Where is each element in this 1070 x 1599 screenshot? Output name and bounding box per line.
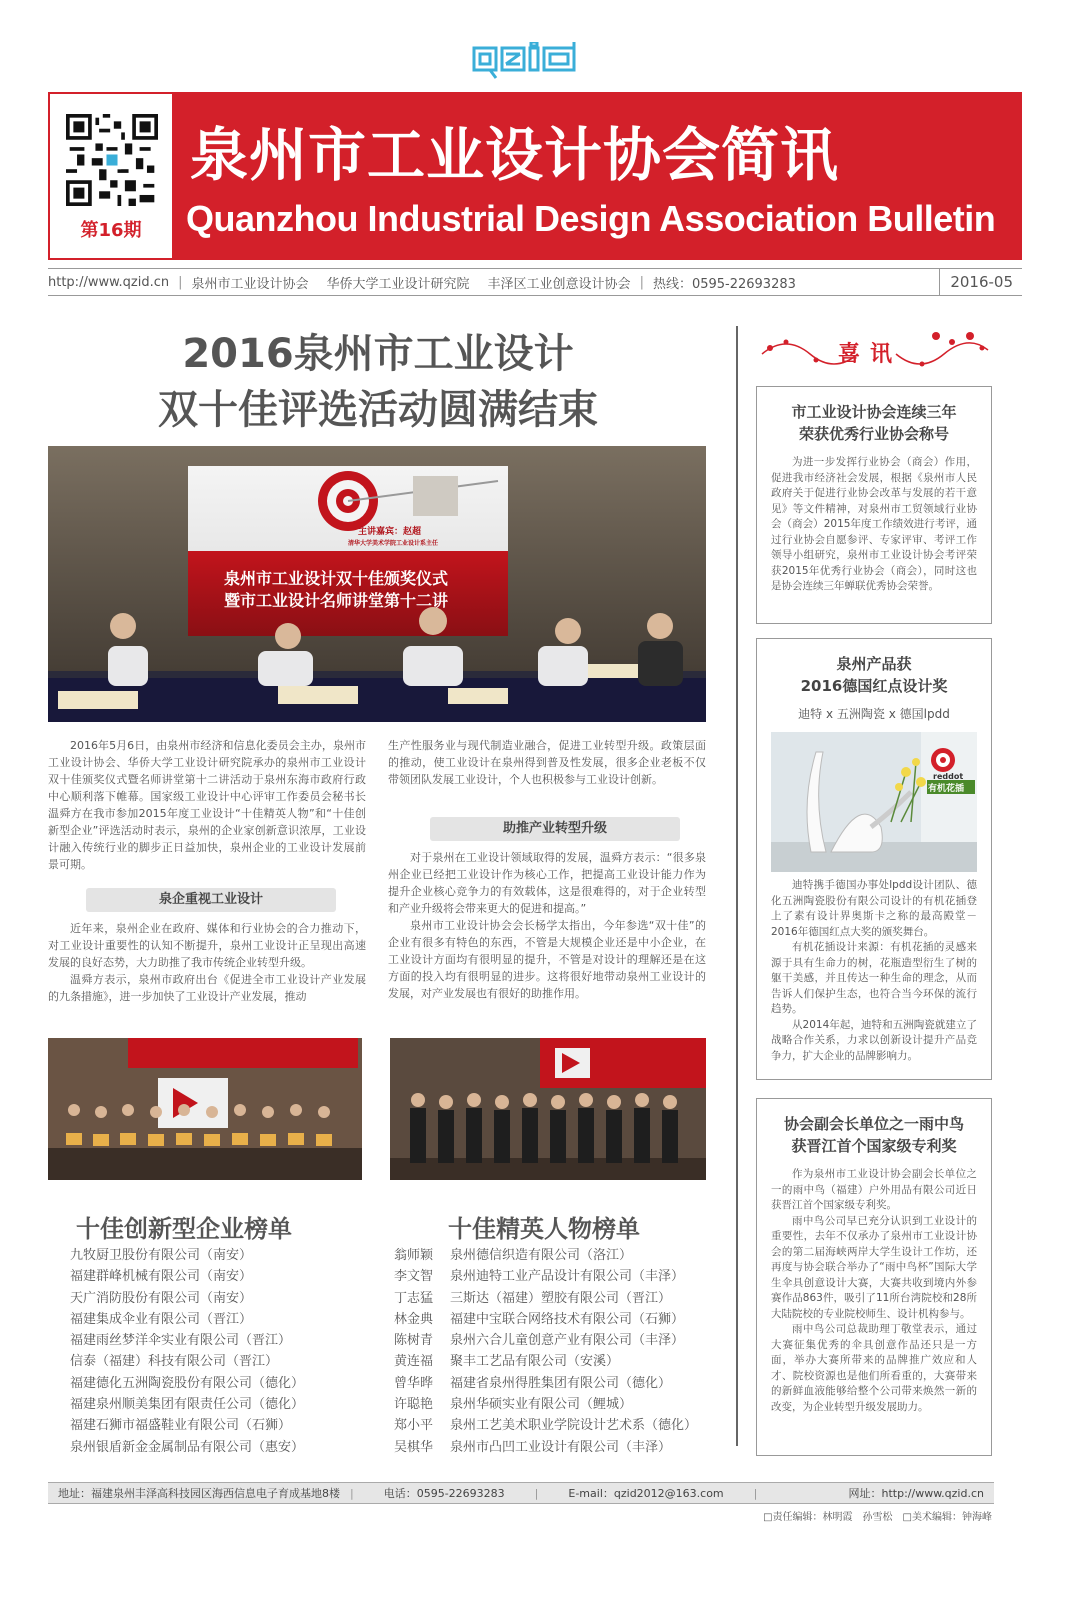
enterprise-list-item: 福建石狮市福盛鞋业有限公司（石狮） xyxy=(70,1418,292,1434)
elite-organization: 福建中宝联合网络技术有限公司（石狮） xyxy=(450,1311,685,1327)
photo-banner-line-1: 泉州市工业设计双十佳颁奖仪式 xyxy=(224,569,449,588)
news-body xyxy=(771,878,977,1064)
headline-line-1: 2016泉州市工业设计 xyxy=(182,331,574,377)
news-title-line-1: 泉州产品获 xyxy=(836,655,912,673)
news-body xyxy=(771,1167,977,1415)
news-box-reddot xyxy=(756,638,992,1080)
lead-paragraph: 生产性服务业与现代制造业融合，促进工业转型升级。政策层面的推动，使工业设计在泉州得到普及性发展，很多企业老板不仅带领团队发展工业设计，个人也积极参与工业设计创新。 xyxy=(388,739,706,786)
hotline: 热线：0595-22693283 xyxy=(652,276,796,292)
news-box-association xyxy=(756,386,992,624)
lead-column-1-cont xyxy=(48,920,366,1005)
reddot-label: reddot xyxy=(933,772,964,781)
enterprise-list-item: 福建集成伞业有限公司（晋江） xyxy=(70,1311,253,1327)
elite-list xyxy=(394,1245,697,1458)
elite-organization: 聚丰工艺品有限公司（安溪） xyxy=(450,1354,620,1370)
enterprise-list-item: 福建雨丝梦洋伞实业有限公司（晋江） xyxy=(70,1333,292,1349)
footer-phone: 电话：0595-22693283 xyxy=(383,1487,505,1500)
news-paragraph: 雨中鸟公司总裁助理丁敬堂表示，通过大赛征集优秀的伞具创意作品还只是一方面，举办大赛所带来的品牌推广效应和人才、院校资源也是他们所看重的，大赛带来的新鲜血液能够给整个公司带来焕然一新的改变，为企业转型升级发展助力。 xyxy=(771,1323,977,1413)
news-title-line-1: 协会副会长单位之一雨中鸟 xyxy=(783,1115,964,1133)
issue-date: 2016-05 xyxy=(939,268,1022,296)
lead-paragraph: 温舜方表示，泉州市政府出台《促进全市工业设计产业发展的九条措施》，进一步加快了工业设计产业发展，推动 xyxy=(48,973,366,1003)
elite-organization: 泉州工艺美术职业学院设计艺术系（德化） xyxy=(450,1418,698,1434)
headline-line-2: 双十佳评选活动圆满结束 xyxy=(158,387,598,433)
elite-name: 林金典 xyxy=(394,1311,434,1327)
elite-name: 曾华晔 xyxy=(394,1375,434,1391)
elite-name: 郑小平 xyxy=(394,1418,434,1434)
lead-paragraph: 泉州市工业设计协会会长杨学太指出，今年参选“双十佳”的企业有很多有特色的东西，不管是大规模企业还是中小企业，在工业设计方面均有很明显的提升，不管是对设计的理解还是在这方面的投入均有很明显的进步。这将很好地带动泉州工业设计的发展，对产业发展也有很好的助推作用。 xyxy=(388,919,706,1000)
enterprise-list-item: 福建泉州顺美集团有限责任公司（德化） xyxy=(70,1397,305,1413)
reddot-product-photo xyxy=(771,732,977,872)
subheading-enterprises: 泉企重视工业设计 xyxy=(86,888,336,912)
masthead-banner xyxy=(172,94,1020,258)
news-box-patent xyxy=(756,1098,992,1456)
news-title-line-2: 荣获优秀行业协会称号 xyxy=(798,425,949,443)
elite-list-item xyxy=(394,1415,697,1436)
title-chinese: 泉州市工业设计协会简讯 xyxy=(190,121,840,189)
news-paragraph: 迪特携手德国办事处lpdd设计团队、德化五洲陶瓷股份有限公司设计的有机花插登上了素有设计界奥斯卡之称的最高殿堂－2016年德国红点大奖的颁奖舞台。 xyxy=(771,879,977,938)
elite-organization: 泉州迪特工业产品设计有限公司（丰泽） xyxy=(450,1269,685,1285)
website-link[interactable]: http://www.qzid.cn xyxy=(48,274,170,290)
enterprise-list-item: 信泰（福建）科技有限公司（晋江） xyxy=(70,1354,279,1370)
news-paragraph: 从2014年起，迪特和五洲陶瓷就建立了战略合作关系，力求以创新设计提升产品竞争力，扩大企业的品牌影响力。 xyxy=(771,1018,977,1062)
award-photo-image xyxy=(390,1038,706,1180)
award-photo-enterprises xyxy=(48,1038,362,1180)
footer-bar xyxy=(48,1482,994,1504)
elite-list-item xyxy=(394,1288,697,1309)
vase-photo-image xyxy=(771,732,977,872)
editors-credit: □责任编辑：林明霞 孙雪松 □美术编辑：钟海峰 xyxy=(763,1512,992,1523)
lead-paragraph: 2016年5月6日，由泉州市经济和信息化委员会主办，泉州市工业设计协会、华侨大学工业设计研究院承办的泉州市工业设计双十佳颁奖仪式暨名师讲堂第十二讲活动于泉州东海市政府行政中心顺利落下帷幕。国家级工业设计中心评审工作委员会秘书长温舜方在我市参加2015年度工业设计“十佳精英人物”和“十佳创新型企业”评选活动时表示，泉州的企业家创新意识浓厚，工业设计融入传统行业的脚步正日益加快，泉州企业的工业设计发展前景可期。 xyxy=(48,739,366,871)
elite-organization: 泉州六合儿童创意产业有限公司（丰泽） xyxy=(450,1333,685,1349)
enterprise-list-item: 福建德化五洲陶瓷股份有限公司（德化） xyxy=(70,1375,305,1391)
news-title-line-2: 2016德国红点设计奖 xyxy=(800,677,948,695)
lead-headline xyxy=(48,326,708,438)
elite-name: 吴棋华 xyxy=(394,1439,434,1455)
elite-list-item xyxy=(394,1394,697,1415)
elite-list-item xyxy=(394,1373,697,1394)
masthead xyxy=(48,92,1022,260)
title-english: Quanzhou Industrial Design Association Bulletin xyxy=(186,198,996,239)
qzid-logo-icon xyxy=(470,42,582,82)
lead-paragraph: 对于泉州在工业设计领域取得的发展，温舜方表示：“很多泉州企业已经把工业设计作为核心工作，把提高工业设计能力作为提升企业核心竞争力的有效载体，这是很难得的，对于企业转型和产业升级将会带来更大的促进和提高。” xyxy=(388,851,706,915)
elite-name: 陈树青 xyxy=(394,1333,434,1349)
news-paragraph: 作为泉州市工业设计协会副会长单位之一的雨中鸟（福建）户外用品有限公司近日获晋江首个国家级专利奖。 xyxy=(771,1168,977,1211)
enterprise-list-item: 福建群峰机械有限公司（南安） xyxy=(70,1269,253,1285)
separator: | xyxy=(639,274,644,290)
org-institute: 华侨大学工业设计研究院 xyxy=(326,276,470,292)
org-fengze: 丰泽区工业创意设计协会 xyxy=(487,276,631,292)
lead-column-1 xyxy=(48,737,366,873)
elite-list-title: 十佳精英人物榜单 xyxy=(448,1215,640,1243)
elite-name: 李文智 xyxy=(394,1269,434,1285)
news-paragraph: 为进一步发挥行业协会（商会）作用，促进我市经济社会发展，根据《泉州市人民政府关于促进行业协会改革与发展的若干意见》等文件精神，对泉州市工贸领域行业协会（商会）2015年度工作绩效进行考评，通过行业协会自愿参评、专家评审、考评工作领导小组研究，泉州市工业设计协会考评荣获2015年优秀行业协会（商会），同时这也是协会连续三年蝉联优秀协会荣誉。 xyxy=(771,456,977,592)
qzid-logo xyxy=(470,42,582,82)
lead-column-2 xyxy=(388,737,706,788)
enterprise-list-item: 天广消防股份有限公司（南安） xyxy=(70,1290,253,1306)
elite-name: 丁志猛 xyxy=(394,1290,434,1306)
elite-list-item xyxy=(394,1330,697,1351)
ceremony-photo xyxy=(48,446,706,722)
elite-list-item xyxy=(394,1266,697,1287)
news-paragraph: 有机花插设计来源：有机花插的灵感来源于具有生命力的树，花瓶造型衍生了树的躯干美感，并且传达一种生命的理念，从而告诉人们保护生态，也符合当今环保的流行趋势。 xyxy=(771,941,977,1015)
news-body xyxy=(771,455,977,595)
separator: | xyxy=(178,274,183,290)
elite-name: 许聪艳 xyxy=(394,1397,434,1413)
elite-name: 黄连福 xyxy=(394,1354,434,1370)
product-label: 有机花插 xyxy=(928,784,965,794)
qr-code-icon[interactable] xyxy=(66,114,158,206)
photo-speaker-title: 清华大学美术学院工业设计系主任 xyxy=(348,540,439,547)
column-divider xyxy=(736,326,738,1446)
enterprise-list-item: 泉州银盾新金金属制品有限公司（惠安） xyxy=(70,1439,305,1455)
photo-speaker: 主讲嘉宾：赵超 xyxy=(358,527,422,537)
news-paragraph: 雨中鸟公司早已充分认识到工业设计的重要性，去年不仅承办了泉州市工业设计协会的第二届海峡两岸大学生设计工作坊，还再度与协会联合举办了“雨中鸟杯”国际大学生伞具创意设计大赛，大赛共收到境内外参赛作品863件，吸引了11所台湾院校和28所大陆院校的专业院校师生、设计机构参与。 xyxy=(771,1214,977,1320)
separator: | xyxy=(753,1486,758,1500)
partners-line: 迪特 x 五洲陶瓷 x 德国lpdd xyxy=(798,707,950,721)
separator: | xyxy=(350,1486,354,1500)
qr-area xyxy=(50,94,172,258)
elite-list-item xyxy=(394,1309,697,1330)
photo-banner-line-2: 暨市工业设计名师讲堂第十二讲 xyxy=(224,591,449,610)
elite-name: 翁师颖 xyxy=(394,1248,434,1263)
award-photo-image xyxy=(48,1038,362,1180)
enterprise-list-title: 十佳创新型企业榜单 xyxy=(76,1215,292,1243)
footer-address: 地址：福建泉州丰泽高科技园区海西信息电子育成基地8楼 xyxy=(58,1487,340,1500)
info-bar xyxy=(48,268,1022,296)
elite-organization: 福建省泉州得胜集团有限公司（德化） xyxy=(450,1375,672,1391)
separator: | xyxy=(534,1486,539,1500)
elite-list-item xyxy=(394,1437,697,1458)
footer-website[interactable]: 网址：http://www.qzid.cn xyxy=(848,1487,984,1500)
subheading-upgrade: 助推产业转型升级 xyxy=(430,817,680,841)
news-title-line-2: 获晋江首个国家级专利奖 xyxy=(791,1137,957,1155)
enterprise-list xyxy=(70,1245,304,1458)
footer-email[interactable]: E-mail：qzid2012@163.com xyxy=(568,1487,724,1500)
news-title-line-1: 市工业设计协会连续三年 xyxy=(791,403,957,421)
elite-organization: 三斯达（福建）塑胶有限公司（晋江） xyxy=(450,1290,672,1306)
award-photo-elites xyxy=(390,1038,706,1180)
elite-list-item xyxy=(394,1351,697,1372)
good-news-title: 喜讯 xyxy=(838,342,903,367)
enterprise-list-item: 九牧厨卫股份有限公司（南安） xyxy=(70,1248,253,1263)
elite-organization: 泉州市凸凹工业设计有限公司（丰泽） xyxy=(450,1439,672,1455)
elite-organization: 泉州德信织造有限公司（洛江） xyxy=(450,1248,633,1263)
lead-column-2-cont xyxy=(388,849,706,1002)
org-association: 泉州市工业设计协会 xyxy=(191,276,309,292)
elite-organization: 泉州华硕实业有限公司（鲤城） xyxy=(450,1397,633,1413)
issue-number: 第16期 xyxy=(80,220,142,241)
elite-list-item xyxy=(394,1245,697,1266)
lead-paragraph: 近年来，泉州企业在政府、媒体和行业协会的合力推动下，对工业设计重要性的认知不断提升，泉州工业设计正呈现出高速发展的良好态势，大力助推了我市传统企业转型升级。 xyxy=(48,922,366,969)
